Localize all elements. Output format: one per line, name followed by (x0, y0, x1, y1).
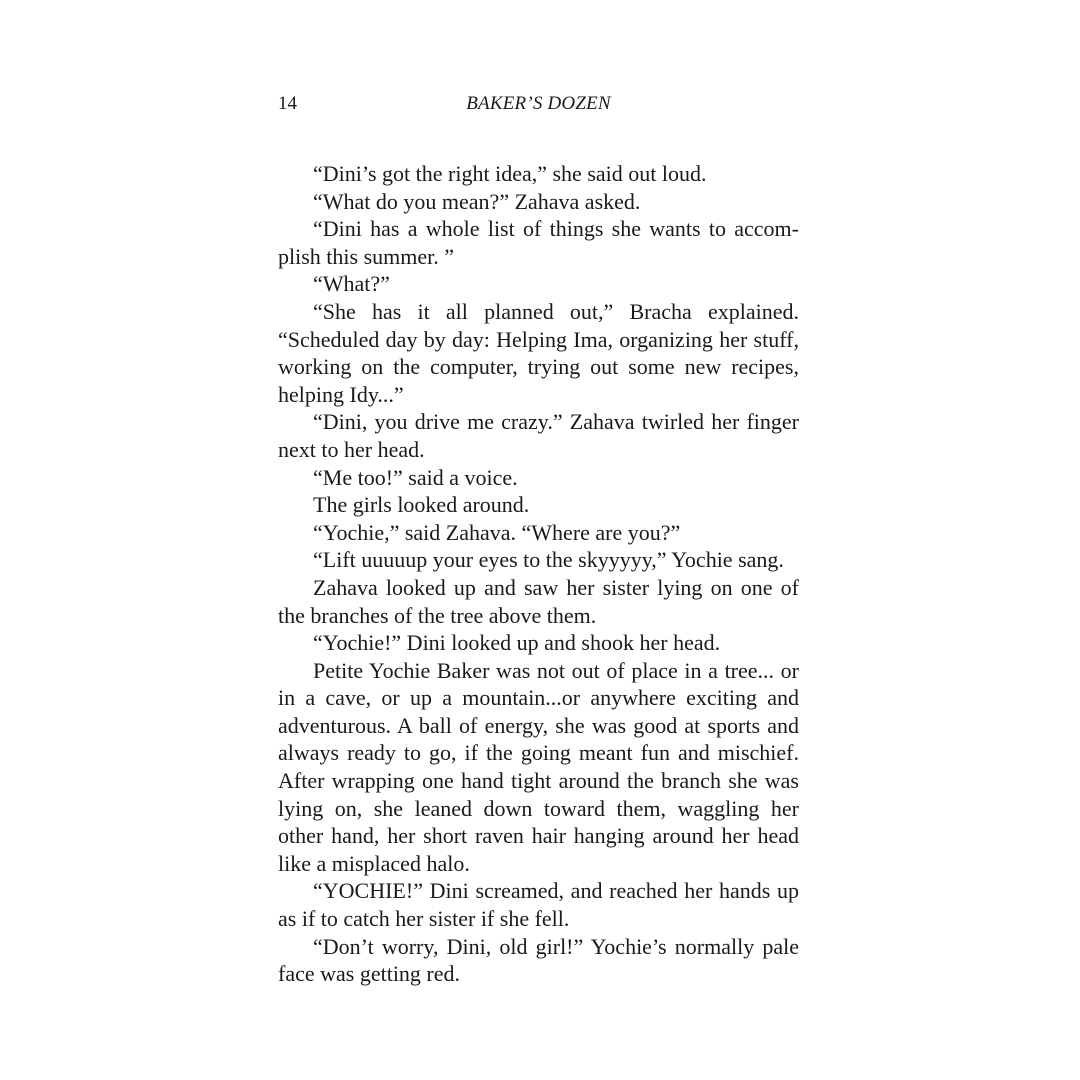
page-number: 14 (278, 93, 297, 114)
paragraph: Zahava looked up and saw her sister lying on one of the branches of the tree above them. (278, 574, 799, 628)
paragraph: “Lift uuuuup your eyes to the skyyyyy,” Yochie sang. (313, 547, 784, 573)
paragraph: “Don’t worry, Dini, old girl!” Yochie’s normally pale face was getting red. (278, 933, 799, 987)
body-text (278, 160, 799, 988)
running-head (278, 90, 799, 118)
running-title: BAKER’S DOZEN (466, 93, 611, 114)
book-page (278, 90, 799, 988)
paragraph: Petite Yochie Baker was not out of place in a tree... or in a cave, or up a mountain...or anywhere exciting and adventurous. A ball of energy, she was good at sports and always ready to go, if the going meant fun and mischief. After wrapping one hand tight around the branch she was lying on, she leaned down toward them, waggling her other hand, her short raven hair hanging around her head like a misplaced halo. (278, 657, 799, 876)
paragraph: “What?” (313, 271, 390, 297)
paragraph: “Me too!” said a voice. (313, 464, 518, 490)
paragraph: “Dini’s got the right idea,” she said out loud. (313, 161, 707, 186)
paragraph: The girls looked around. (313, 492, 530, 518)
paragraph: “Yochie,” said Zahava. “Where are you?” (313, 519, 681, 545)
paragraph: “What do you mean?” Zahava asked. (313, 188, 641, 214)
paragraph: “Dini has a whole list of things she wants to accomplish this summer. ” (278, 216, 799, 269)
paragraph: “YOCHIE!” Dini screamed, and reached her hands up as if to catch her sister if she fell. (278, 878, 799, 932)
paragraph: “Dini, you drive me crazy.” Zahava twirled her finger next to her head. (278, 409, 799, 462)
paragraph: “Yochie!” Dini looked up and shook her head. (313, 630, 721, 656)
paragraph: “She has it all planned out,” Bracha explained. “Scheduled day by day: Helping Ima, organizing her stuff, working on the computer, trying out some new recipes, helping Idy...” (278, 298, 799, 407)
